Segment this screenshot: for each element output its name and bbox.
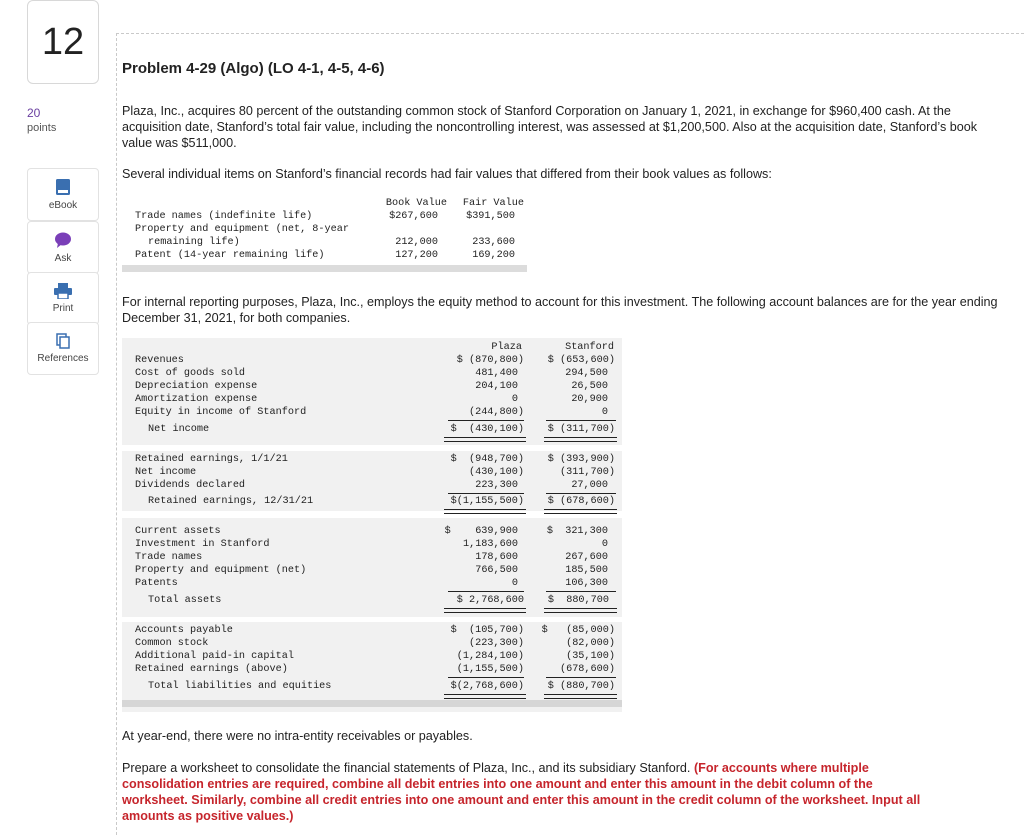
underline bbox=[546, 677, 616, 678]
balance-row-label: Patents bbox=[135, 578, 178, 589]
balance-row-label: Dividends declared bbox=[135, 480, 246, 491]
balance-row-label: Net income bbox=[135, 467, 197, 478]
fv-row-fair: $391,500 bbox=[466, 211, 515, 222]
plaza-total: $ 2,768,600 bbox=[456, 595, 524, 606]
double-underline bbox=[544, 694, 617, 699]
no-intra-entity-note: At year-end, there were no intra-entity receivables or payables. bbox=[122, 729, 473, 743]
table-bottom-bar bbox=[122, 265, 527, 272]
balance-row-label: Property and equipment (net) bbox=[135, 565, 307, 576]
references-button[interactable] bbox=[27, 322, 99, 375]
balance-row-label: Trade names bbox=[135, 552, 203, 563]
stanford-total: $ (880,700) bbox=[547, 681, 615, 692]
plaza-value: (430,100) bbox=[468, 467, 524, 478]
stanford-value: 267,600 bbox=[565, 552, 608, 563]
plaza-value: (1,284,100) bbox=[456, 651, 524, 662]
fv-row-book: 127,200 bbox=[395, 250, 438, 261]
stanford-value: $ 321,300 bbox=[546, 526, 608, 537]
fv-row-book: $267,600 bbox=[389, 211, 438, 222]
underline bbox=[448, 677, 524, 678]
plaza-value: (244,800) bbox=[468, 407, 524, 418]
balance-row-label: Revenues bbox=[135, 355, 184, 366]
stanford-total: $ 880,700 bbox=[547, 595, 609, 606]
instruction-text: Prepare a worksheet to consolidate the financial statements of Plaza, Inc., and its subsidiary Stanford. bbox=[122, 761, 691, 775]
retained-earnings-end-label: Retained earnings, 12/31/21 bbox=[148, 496, 314, 507]
double-underline bbox=[444, 608, 526, 613]
ebook-label: eBook bbox=[48, 200, 78, 211]
ask-button[interactable] bbox=[27, 221, 99, 274]
stanford-value: (678,600) bbox=[559, 664, 615, 675]
stanford-value: 26,500 bbox=[571, 381, 608, 392]
stanford-value: 0 bbox=[601, 539, 608, 550]
account-balances-table bbox=[122, 338, 622, 708]
intro-paragraph: Plaza, Inc., acquires 80 percent of the outstanding common stock of Stanford Corporation on January 1, 2021, in exchange for $960,400 cash. At the acquisition date, Stanford’s total fair value, including the noncontrolling interest, was assessed at $1,200,500. Also at the acquisition date, Stanford’s book value was $511,000. bbox=[122, 104, 978, 150]
stanford-total: $ (311,700) bbox=[547, 424, 615, 435]
plaza-value: 1,183,600 bbox=[462, 539, 518, 550]
stanford-value: 27,000 bbox=[571, 480, 608, 491]
stanford-value: 106,300 bbox=[565, 578, 608, 589]
fair-value-header: Fair Value bbox=[462, 198, 524, 209]
fv-row-fair: 169,200 bbox=[472, 250, 515, 261]
content-top-border bbox=[116, 33, 1024, 34]
stanford-value: 185,500 bbox=[565, 565, 608, 576]
double-underline bbox=[544, 608, 617, 613]
ebook-button[interactable] bbox=[27, 168, 99, 221]
double-underline bbox=[544, 509, 617, 514]
total-assets-label: Total assets bbox=[148, 595, 222, 606]
underline bbox=[448, 591, 524, 592]
book-value-header: Book Value bbox=[385, 198, 447, 209]
plaza-value: 0 bbox=[511, 578, 518, 589]
plaza-value: $ 639,900 bbox=[444, 526, 518, 537]
points-value: 20 bbox=[27, 106, 41, 120]
points-info bbox=[27, 106, 87, 134]
stanford-value: 20,900 bbox=[571, 394, 608, 405]
plaza-total: $(2,768,600) bbox=[450, 681, 524, 692]
stanford-value: (82,000) bbox=[566, 638, 615, 649]
underline bbox=[448, 420, 524, 421]
underline bbox=[546, 493, 616, 494]
balance-row-label: Investment in Stanford bbox=[135, 539, 270, 550]
balance-row-label: Additional paid-in capital bbox=[135, 651, 294, 662]
plaza-value: $ (105,700) bbox=[450, 625, 524, 636]
double-underline bbox=[444, 437, 526, 442]
underline bbox=[546, 591, 616, 592]
plaza-value: 766,500 bbox=[475, 565, 518, 576]
balance-row-label: Cost of goods sold bbox=[135, 368, 246, 379]
stanford-value: $ (653,600) bbox=[547, 355, 615, 366]
plaza-value: 0 bbox=[511, 394, 518, 405]
fv-row-label: Trade names (indefinite life) bbox=[135, 211, 313, 222]
stanford-total: $ (678,600) bbox=[547, 496, 615, 507]
stanford-value: 0 bbox=[601, 407, 608, 418]
total-liabilities-label: Total liabilities and equities bbox=[148, 681, 332, 692]
print-button[interactable] bbox=[27, 272, 99, 325]
stanford-header: Stanford bbox=[565, 342, 614, 353]
fv-row-book: 212,000 bbox=[395, 237, 438, 248]
printer-icon bbox=[54, 283, 72, 299]
balance-row-label: Depreciation expense bbox=[135, 381, 258, 392]
balance-row-label: Amortization expense bbox=[135, 394, 258, 405]
fv-row-label: Property and equipment (net, 8-year bbox=[135, 224, 349, 235]
instruction-warning: (For accounts where multiple consolidation entries are required, combine all debit entries into one amount and enter this amount in the debit column of the worksheet. Similarly, combine all credit entries into one amount and enter this amount in the credit column of the worksheet. Input all amounts as positive values.) bbox=[122, 761, 921, 823]
plaza-total: $(1,155,500) bbox=[450, 496, 524, 507]
equity-method-intro: For internal reporting purposes, Plaza, Inc., employs the equity method to account for this investment. The following account balances are for the year ending December 31, 2021, for both companies. bbox=[122, 295, 998, 325]
stanford-value: (35,100) bbox=[566, 651, 615, 662]
references-label: References bbox=[37, 353, 89, 364]
double-underline bbox=[544, 437, 617, 442]
fv-row-label-cont: remaining life) bbox=[148, 237, 240, 248]
copy-documents-icon bbox=[56, 333, 70, 349]
balance-row-label: Current assets bbox=[135, 526, 221, 537]
plaza-value: $ (870,800) bbox=[456, 355, 524, 366]
underline bbox=[448, 493, 524, 494]
stanford-value: 294,500 bbox=[565, 368, 608, 379]
stanford-value: (311,700) bbox=[559, 467, 615, 478]
question-number: 12 bbox=[27, 0, 99, 84]
plaza-value: (223,300) bbox=[468, 638, 524, 649]
worksheet-instruction bbox=[122, 760, 922, 824]
chat-bubble-icon bbox=[54, 231, 72, 249]
plaza-value: 223,300 bbox=[475, 480, 518, 491]
plaza-header: Plaza bbox=[491, 342, 522, 353]
problem-title: Problem 4-29 (Algo) (LO 4-1, 4-5, 4-6) bbox=[122, 60, 385, 77]
balance-row-label: Common stock bbox=[135, 638, 209, 649]
ask-label: Ask bbox=[54, 253, 72, 264]
print-label: Print bbox=[52, 303, 74, 314]
balance-row-label: Retained earnings (above) bbox=[135, 664, 288, 675]
plaza-value: (1,155,500) bbox=[456, 664, 524, 675]
net-income-label: Net income bbox=[148, 424, 210, 435]
plaza-total: $ (430,100) bbox=[450, 424, 524, 435]
points-label: points bbox=[27, 122, 57, 134]
balance-row-label: Equity in income of Stanford bbox=[135, 407, 307, 418]
stanford-value: $ (85,000) bbox=[541, 625, 615, 636]
double-underline bbox=[444, 694, 526, 699]
balance-row-label: Accounts payable bbox=[135, 625, 233, 636]
stanford-value: $ (393,900) bbox=[547, 454, 615, 465]
fv-row-label: Patent (14-year remaining life) bbox=[135, 250, 325, 261]
plaza-value: 178,600 bbox=[475, 552, 518, 563]
table-bottom-bar bbox=[122, 700, 622, 707]
fair-value-intro: Several individual items on Stanford’s financial records had fair values that differed from their book values as follows: bbox=[122, 167, 772, 181]
underline bbox=[546, 420, 616, 421]
balance-row-label: Retained earnings, 1/1/21 bbox=[135, 454, 288, 465]
plaza-value: $ (948,700) bbox=[450, 454, 524, 465]
book-icon bbox=[55, 178, 71, 196]
fair-value-table bbox=[122, 193, 527, 273]
plaza-value: 481,400 bbox=[475, 368, 518, 379]
fv-row-fair: 233,600 bbox=[472, 237, 515, 248]
double-underline bbox=[444, 509, 526, 514]
plaza-value: 204,100 bbox=[475, 381, 518, 392]
